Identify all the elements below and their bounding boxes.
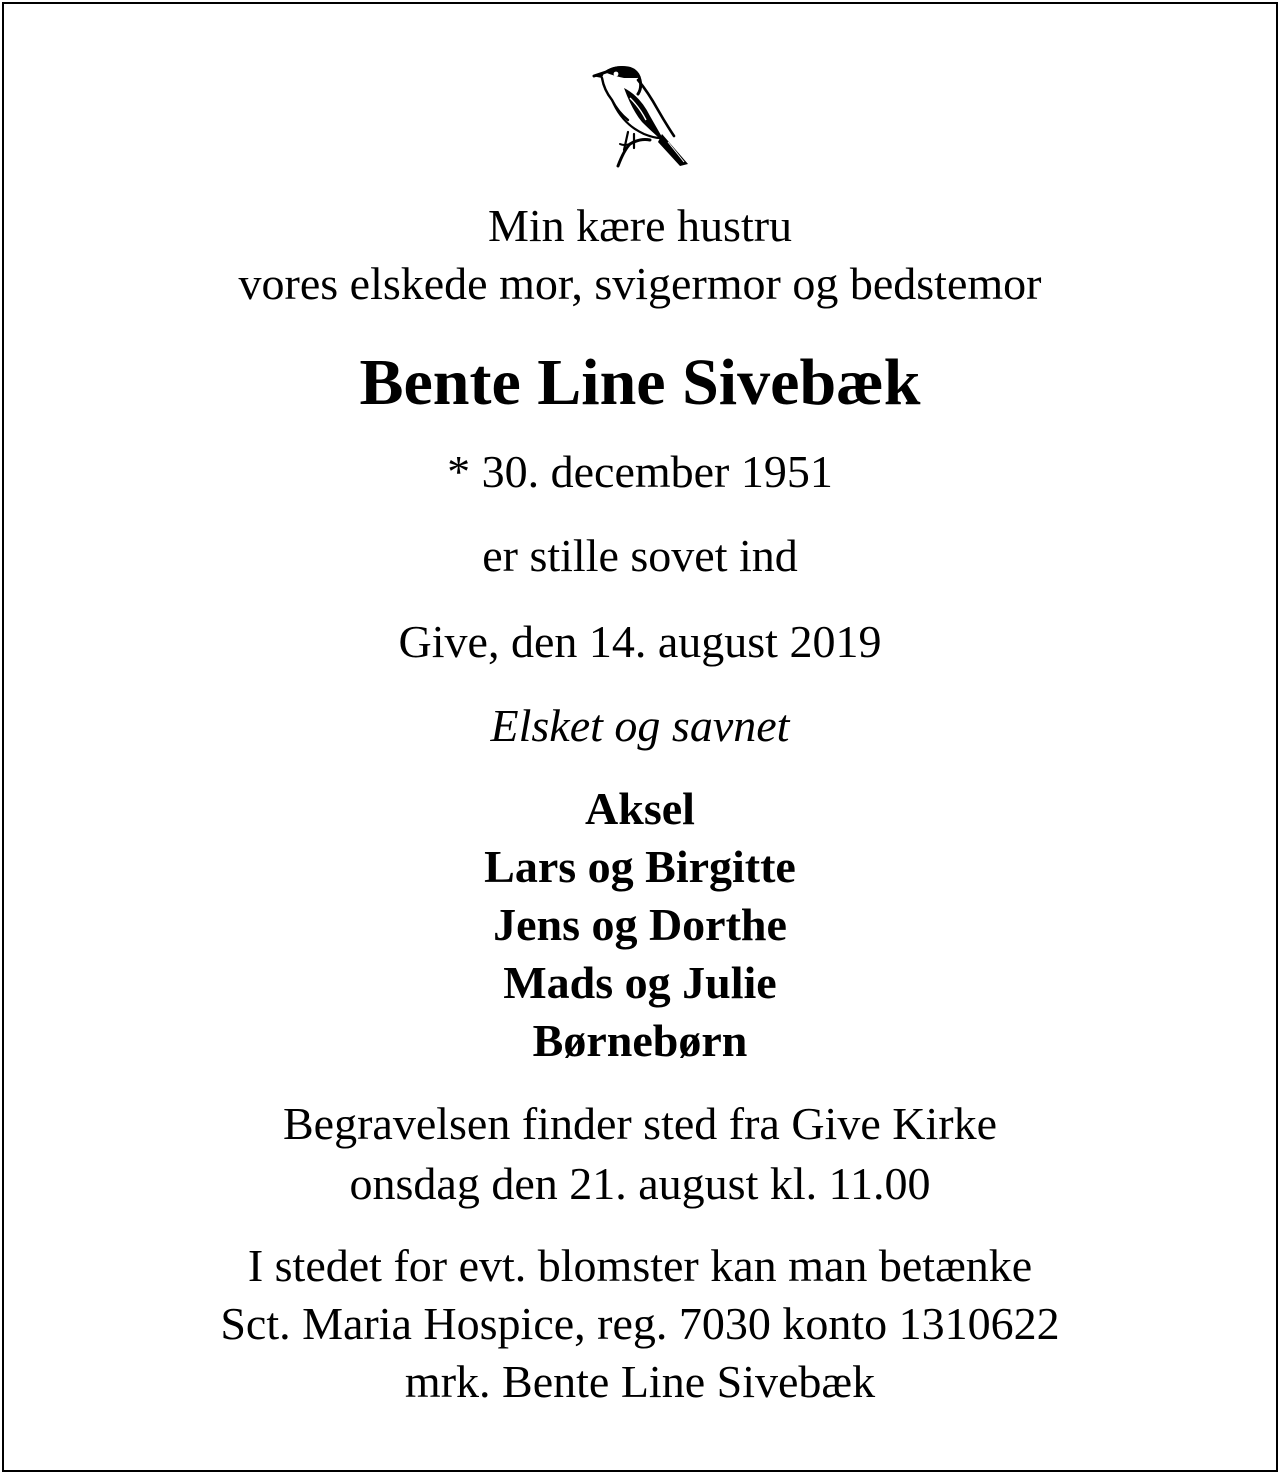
intro-line-2: vores elskede mor, svigermor og bedstemor — [238, 258, 1042, 309]
funeral-line-1: Begravelsen finder sted fra Give Kirke — [283, 1098, 997, 1149]
family-member: Aksel — [585, 783, 695, 834]
bird-icon — [588, 58, 694, 170]
donation-line-2: Sct. Maria Hospice, reg. 7030 konto 1310622 — [220, 1298, 1060, 1349]
place-and-date: Give, den 14. august 2019 — [398, 616, 882, 667]
birth-date: * 30. december 1951 — [447, 446, 833, 497]
deceased-name: Bente Line Sivebæk — [359, 346, 921, 419]
donation-line-3: mrk. Bente Line Sivebæk — [404, 1356, 876, 1407]
family-member: Børnebørn — [532, 1015, 748, 1066]
intro-line-1: Min kære hustru — [487, 200, 793, 251]
donation-line-1: I stedet for evt. blomster kan man betænke — [247, 1240, 1033, 1291]
farewell-text: Elsket og savnet — [490, 700, 790, 751]
funeral-line-2: onsdag den 21. august kl. 11.00 — [349, 1158, 931, 1209]
family-member: Mads og Julie — [503, 957, 777, 1008]
family-member: Lars og Birgitte — [484, 841, 796, 892]
passed-text: er stille sovet ind — [482, 530, 798, 581]
family-member: Jens og Dorthe — [493, 899, 787, 950]
